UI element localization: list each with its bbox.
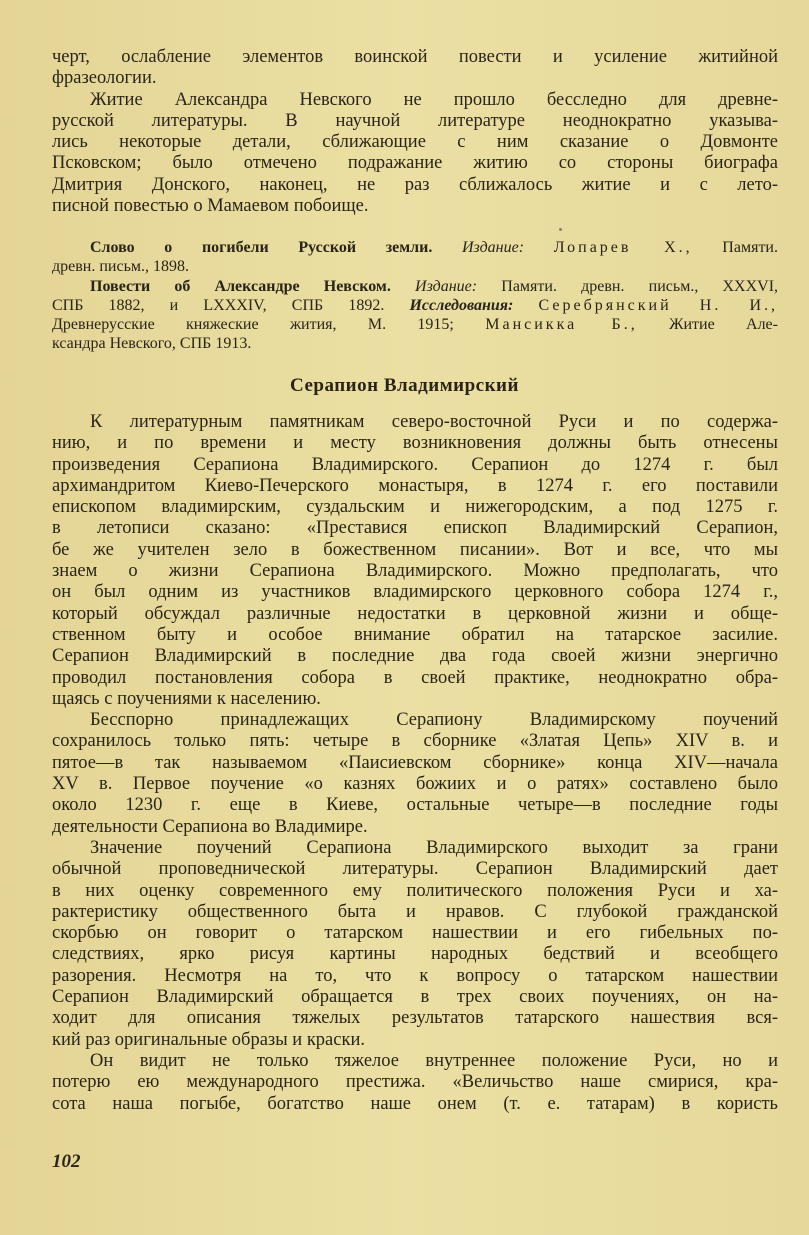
bibliography (52, 238, 778, 354)
reference-2-line-2 (52, 296, 778, 315)
reference-2-line-3 (52, 315, 778, 334)
text-line: Серапион Владимирский обращается в трех своих поучениях, он на- (52, 987, 778, 1008)
text-line: около 1230 г. еще в Киеве, остальные четыре—в последние годы (52, 795, 778, 816)
text-line: писной повестью о Мамаевом побоище. (52, 196, 369, 217)
intro-text (52, 47, 778, 217)
reference-2-line-4: ксандра Невского, СПБ 1913. (52, 335, 252, 353)
text-line: в летописи сказано: «Преставися епископ Владимирский Серапион, (52, 518, 778, 539)
reference-author: Лопарев Х., (553, 239, 693, 256)
reference-1-line-1 (52, 238, 778, 257)
text-line: в них оценку современного ему политического положения Руси и ха- (52, 880, 778, 901)
reference-text: Памяти. (722, 239, 778, 256)
text-line: щаясь с поучениями к населению. (52, 688, 321, 709)
reference-text: Древнерусские княжеские жития, М. 1915; (52, 316, 454, 334)
text-line: русской литературы. В научной литературе неоднократно указыва- (52, 110, 778, 131)
text-line: знаем о жизни Серапиона Владимирского. Можно предполагать, что (52, 561, 778, 582)
body-text (52, 412, 778, 1115)
text-line: обычной проповеднической литературы. Серапион Владимирский дает (52, 859, 778, 880)
reference-2-line-1 (52, 277, 778, 296)
reference-text: СПБ 1882, и LXXXIV, СПБ 1892. (52, 296, 385, 314)
text-line: Дмитрия Донского, наконец, не раз сближалось житие и с лето- (52, 174, 778, 195)
section-title: Серапион Владимирский (290, 375, 519, 396)
text-line: архимандритом Киево-Печерского монастыря, в 1274 г. его поставили (52, 475, 778, 496)
text-line: Бесспорно принадлежащих Серапиону Владимирскому поучений (90, 710, 778, 731)
text-line: сохранилось только пять: четыре в сборнике «Златая Цепь» XIV в. и (52, 731, 778, 752)
text-line: кий раз оригинальные образы и краски. (52, 1029, 365, 1050)
reference-title: Слово о погибели Русской земли. (90, 239, 433, 256)
text-line: ственном быту и особое внимание обратил на татарское засилие. (52, 624, 778, 645)
reference-1-line-2: древн. письм., 1898. (52, 258, 190, 276)
text-line: скорбью он говорит о татарском нашествии и его гибельных по- (52, 923, 778, 944)
reference-text: Житие Але- (669, 316, 778, 334)
text-line: деятельности Серапиона во Владимире. (52, 816, 368, 837)
text-line: бе же учителен зело в божественном писании». Вот и все, что мы (52, 539, 778, 560)
reference-author: Мансикка Б., (485, 316, 638, 334)
text-line: епископом владимирским, суздальским и нижегородским, а под 1275 г. (52, 497, 778, 518)
page-number: 102 (52, 1151, 81, 1172)
text-line: потерю ею международного престижа. «Величьство наше смирися, кра- (52, 1072, 778, 1093)
text-line: черт, ослабление элементов воинской повести и усиление житийной (52, 47, 778, 67)
text-line: Серапион Владимирский в последние два года своей жизни энергично (52, 646, 778, 667)
text-line: К литературным памятникам северо-восточной Руси и по содержа- (90, 412, 778, 432)
text-line: пятое—в так называемом «Паисиевском сборнике» конца XIV—начала (52, 752, 778, 773)
text-line: Значение поучений Серапиона Владимирского выходит за грани (90, 837, 778, 858)
reference-text: Памяти. древн. письм., XXXVI, (501, 277, 779, 295)
text-line: следствиях, ярко рисуя картины народных бедствий и всеобщего (52, 944, 778, 965)
edition-label: Издание: (415, 277, 478, 295)
text-line: произведения Серапиона Владимирского. Серапион до 1274 г. был (52, 454, 778, 475)
text-line: лись некоторые детали, сближающие с ним сказание о Довмонте (52, 132, 778, 153)
text-line: ходит для описания тяжелых результатов татарского нашествия вся- (52, 1008, 778, 1029)
scan-speck (559, 228, 562, 231)
edition-label: Издание: (462, 239, 525, 256)
reference-author: Серебрянский Н. И., (538, 296, 779, 314)
text-line: XV в. Первое поучение «о казнях божиих и о ратях» составлено было (52, 774, 778, 795)
research-label: Исследования: (409, 296, 514, 314)
text-line: Он видит не только тяжелое внутреннее положение Руси, но и (90, 1050, 778, 1071)
text-line: фразеологии. (52, 68, 157, 89)
text-line: нию, и по времени и месту возникновения должны быть отнесены (52, 433, 778, 454)
text-line: он был одним из участников владимирского церковного собора 1274 г., (52, 582, 778, 603)
text-line: сота наша погыбе, богатство наше онем (т. е. татарам) в користь (52, 1093, 778, 1114)
text-line: Житие Александра Невского не прошло бесследно для древне- (90, 89, 778, 110)
text-line: Псковском; было отмечено подражание житию со стороны биографа (52, 153, 778, 174)
text-line: который обсуждал различные недостатки в церковной жизни и обще- (52, 603, 778, 624)
text-line: разорения. Несмотря на то, что к вопросу о татарском нашествии (52, 965, 778, 986)
reference-title: Повести об Александре Невском. (90, 277, 391, 295)
text-line: проводил постановления собора в своей практике, неоднократно обра- (52, 667, 778, 688)
text-line: рактеристику общественного быта и нравов. С глубокой гражданской (52, 901, 778, 922)
